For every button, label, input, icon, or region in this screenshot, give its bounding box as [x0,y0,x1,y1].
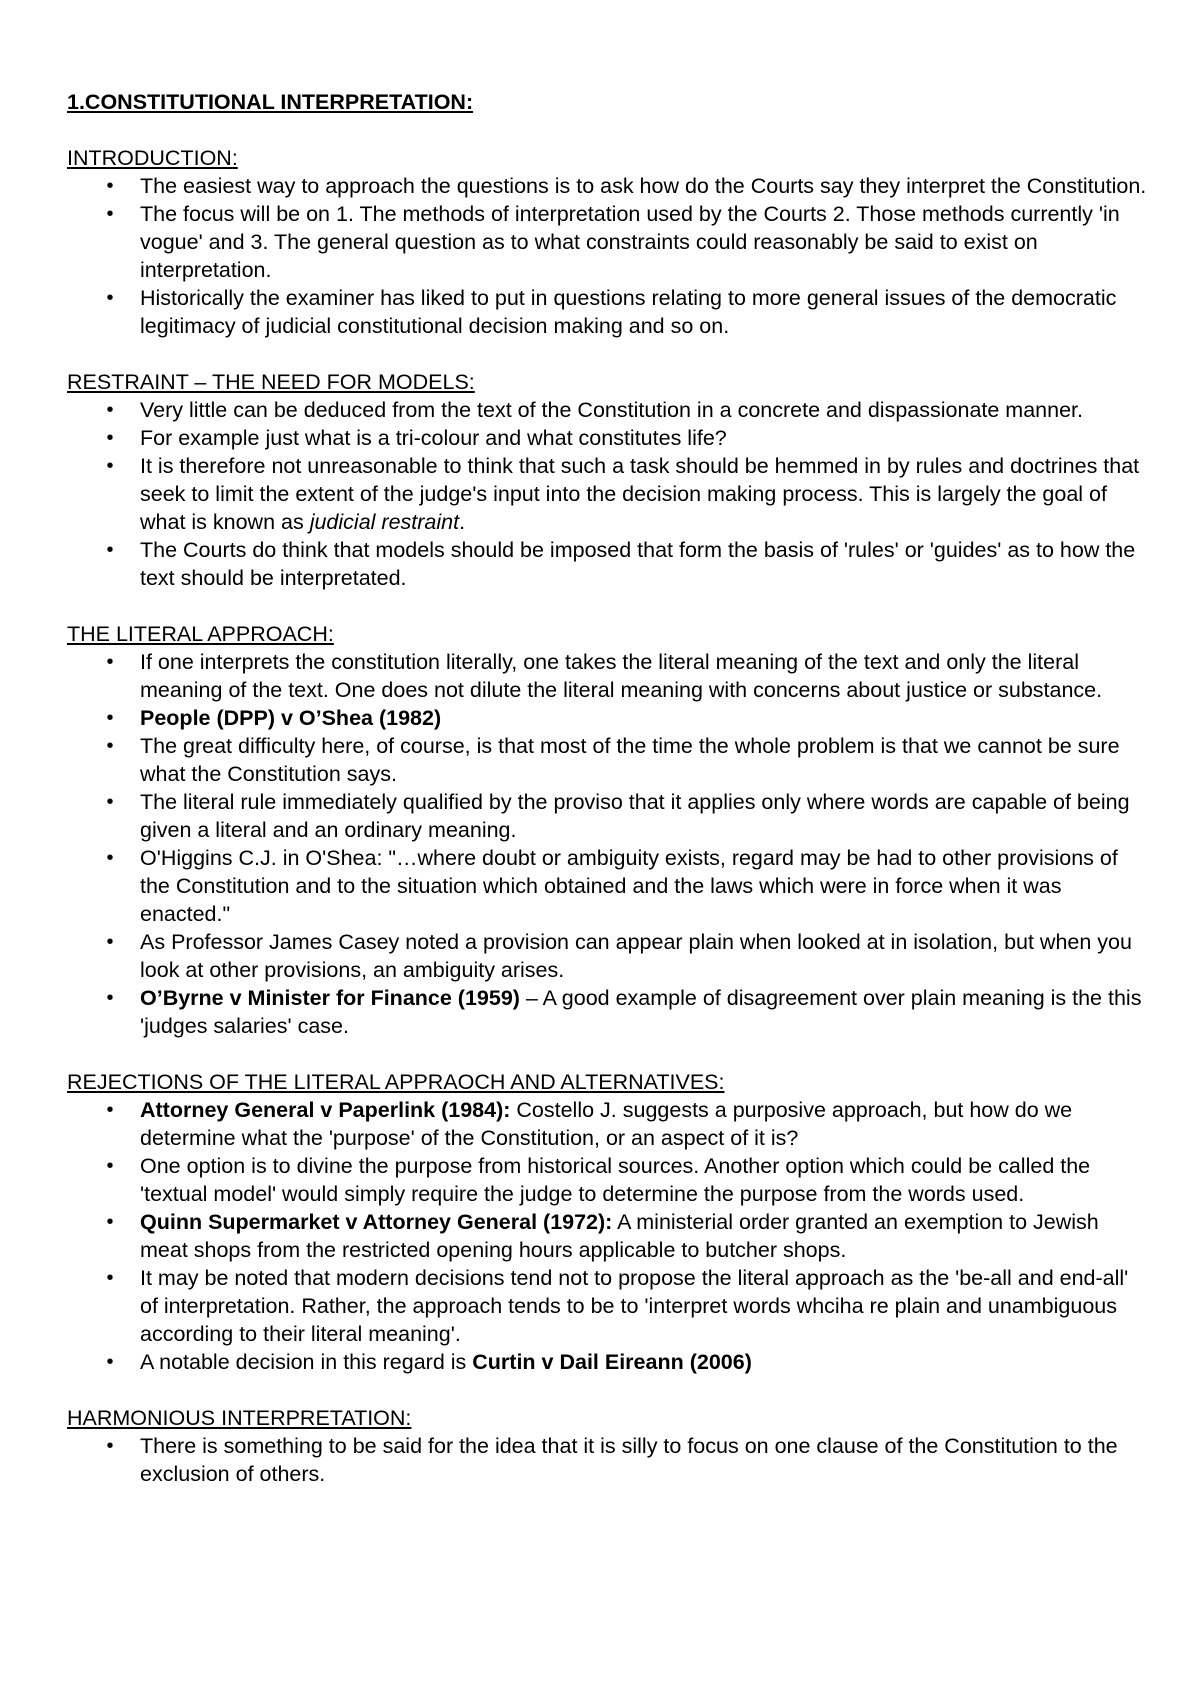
bullet-text: If one interprets the constitution literally, one takes the literal meaning of the text and only the literal meaning of the text. One does not dilute the literal meaning with concerns about justice or substance. [140,650,1103,702]
bullet-text: There is something to be said for the idea that it is silly to focus on one clause of the Constitution to the exclusion of others. [140,1434,1118,1486]
section-heading: INTRODUCTION: [67,146,238,170]
case-citation: O’Byrne v Minister for Finance (1959) [140,986,520,1010]
bullet-item [67,984,1147,1040]
bullet-icon: • [106,175,114,197]
bullet-item [67,284,1147,340]
bullet-item [67,1208,1147,1264]
bullet-text: . [459,510,466,534]
bullet-icon: • [106,1099,114,1121]
bullet-item [67,424,1147,452]
section-heading: THE LITERAL APPROACH: [67,622,334,646]
bullet-text: Very little can be deduced from the text of the Constitution in a concrete and dispassionate manner. [140,398,1083,422]
sections-container [67,144,1147,1488]
bullet-item [67,200,1147,284]
bullet-item [67,1432,1147,1488]
bullet-text: The Courts do think that models should be imposed that form the basis of 'rules' or 'guides' as to how the text should be interpretated. [140,538,1136,590]
bullet-text: O'Higgins C.J. in O'Shea: "…where doubt or ambiguity exists, regard may be had to other provisions of the Constitution and to the situation which obtained and the laws which were in force when it was enacted." [140,846,1118,926]
bullet-text: It is therefore not unreasonable to think that such a task should be hemmed in by rules and doctrines that seek to limit the extent of the judge's input into the decision making process. This is largely the goal of what is known as [140,454,1140,534]
bullet-item [67,788,1147,844]
bullet-text: The focus will be on 1. The methods of interpretation used by the Courts 2. Those methods currently 'in vogue' and 3. The general question as to what constraints could reasonably be said to exist on interpretation. [140,202,1120,282]
case-citation: Quinn Supermarket v Attorney General (1972): [140,1210,613,1234]
case-citation: Curtin v Dail Eireann (2006) [472,1350,752,1374]
bullet-text: It may be noted that modern decisions tend not to propose the literal approach as the 'be-all and end-all' of interpretation. Rather, the approach tends to be to 'interpret words whciha re plain and unambiguous according to their literal meaning'. [140,1266,1129,1346]
bullet-list [67,648,1147,1040]
bullet-item [67,1348,1147,1376]
bullet-icon: • [106,203,114,225]
bullet-text: – A good example of disagreement over plain meaning is the this 'judges salaries' case. [140,986,1142,1038]
bullet-item [67,928,1147,984]
case-citation: Attorney General v Paperlink (1984): [140,1098,511,1122]
bullet-icon: • [106,539,114,561]
bullet-text: Costello J. suggests a purposive approach, but how do we determine what the 'purpose' of the Constitution, or an aspect of it is? [140,1098,1073,1150]
bullet-list [67,172,1147,340]
bullet-text: One option is to divine the purpose from historical sources. Another option which could be called the 'textual model' would simply require the judge to determine the purpose from the words used. [140,1154,1091,1206]
bullet-item [67,536,1147,592]
bullet-icon: • [106,399,114,421]
bullet-icon: • [106,651,114,673]
bullet-item [67,396,1147,424]
bullet-text: The easiest way to approach the questions is to ask how do the Courts say they interpret the Constitution. [140,174,1147,198]
bullet-icon: • [106,427,114,449]
bullet-text: Historically the examiner has liked to put in questions relating to more general issues of the democratic legitimacy of judicial constitutional decision making and so on. [140,286,1117,338]
bullet-icon: • [106,987,114,1009]
section [67,144,1147,340]
bullet-icon: • [106,287,114,309]
bullet-icon: • [106,1155,114,1177]
bullet-icon: • [106,1211,114,1233]
section [67,620,1147,1040]
bullet-icon: • [106,791,114,813]
bullet-text: A notable decision in this regard is [140,1350,473,1374]
bullet-list [67,1096,1147,1376]
bullet-icon: • [106,1435,114,1457]
section-heading: RESTRAINT – THE NEED FOR MODELS: [67,370,475,394]
bullet-item [67,452,1147,536]
bullet-item [67,704,1147,732]
section [67,1404,1147,1488]
bullet-text: The literal rule immediately qualified by the proviso that it applies only where words are capable of being given a literal and an ordinary meaning. [140,790,1130,842]
bullet-item [67,732,1147,788]
section [67,368,1147,592]
bullet-icon: • [106,847,114,869]
bullet-icon: • [106,1351,114,1373]
case-citation: People (DPP) v O’Shea (1982) [140,706,442,730]
bullet-text: As Professor James Casey noted a provision can appear plain when looked at in isolation, but when you look at other provisions, an ambiguity arises. [140,930,1132,982]
bullet-item [67,844,1147,928]
section [67,1068,1147,1376]
bullet-list [67,396,1147,592]
bullet-icon: • [106,735,114,757]
bullet-list [67,1432,1147,1488]
emphasis-text: judicial restraint [309,510,460,534]
document-title: 1.CONSTITUTIONAL INTERPRETATION: [67,90,474,114]
bullet-item [67,1096,1147,1152]
bullet-item [67,172,1147,200]
bullet-item [67,648,1147,704]
bullet-item [67,1152,1147,1208]
bullet-text: A ministerial order granted an exemption to Jewish meat shops from the restricted opening hours applicable to butcher shops. [140,1210,1099,1262]
bullet-text: The great difficulty here, of course, is that most of the time the whole problem is that we cannot be sure what the Constitution says. [140,734,1120,786]
section-heading: REJECTIONS OF THE LITERAL APPRAOCH AND ALTERNATIVES: [67,1070,725,1094]
bullet-icon: • [106,707,114,729]
bullet-icon: • [106,455,114,477]
document-body [67,88,1147,1516]
section-heading: HARMONIOUS INTERPRETATION: [67,1406,412,1430]
bullet-icon: • [106,931,114,953]
bullet-icon: • [106,1267,114,1289]
bullet-item [67,1264,1147,1348]
bullet-text: For example just what is a tri-colour and what constitutes life? [140,426,727,450]
